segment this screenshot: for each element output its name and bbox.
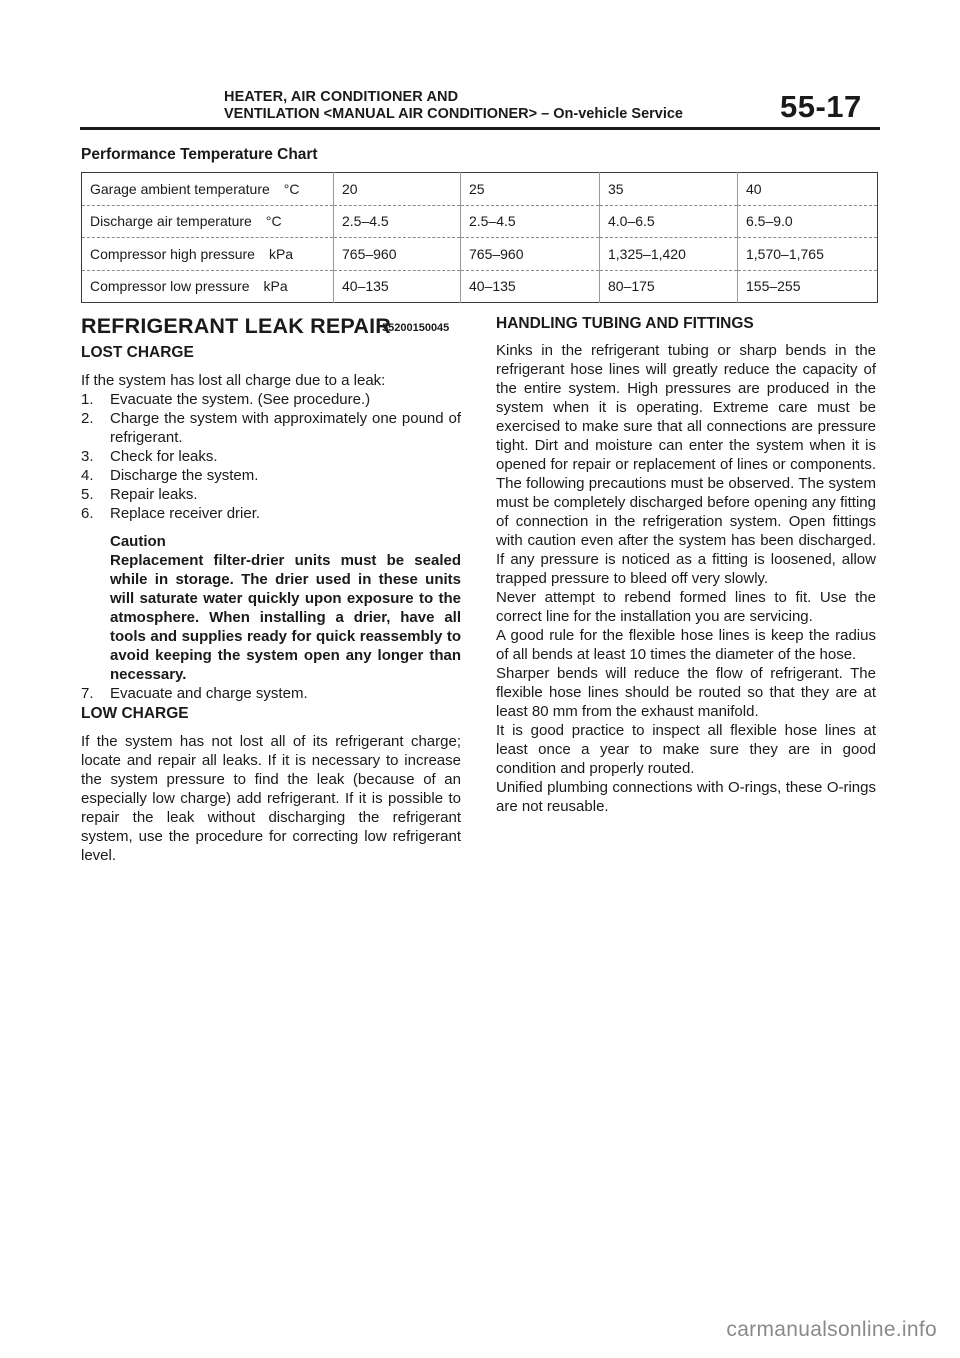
table-cell: 2.5–4.5 xyxy=(461,205,600,238)
table-cell: 80–175 xyxy=(600,270,738,303)
list-item: 5. Repair leaks. xyxy=(81,486,198,503)
table-cell: 765–960 xyxy=(334,238,461,271)
header-subsection: – On-vehicle Service xyxy=(541,106,683,122)
low-charge-section xyxy=(81,704,461,865)
table-cell: 25 xyxy=(461,173,600,206)
table-cell: 40–135 xyxy=(334,270,461,303)
caution-heading: Caution xyxy=(110,533,166,550)
lost-charge-intro: If the system has lost all charge due to a leak: xyxy=(81,372,386,389)
table-cell: 40–135 xyxy=(461,270,600,303)
watermark: carmanualsonline.info xyxy=(726,1318,937,1341)
list-item: 6. Replace receiver drier. xyxy=(81,505,261,522)
list-item: 4. Discharge the system. xyxy=(81,467,259,484)
table-row xyxy=(82,205,878,238)
table-cell: 155–255 xyxy=(738,270,878,303)
header-rule xyxy=(80,127,880,130)
section-code: 55200150045 xyxy=(382,322,450,334)
header-title-line1: HEATER, AIR CONDITIONER AND xyxy=(224,89,459,105)
performance-table xyxy=(81,172,878,303)
handling-heading: HANDLING TUBING AND FITTINGS xyxy=(496,315,754,332)
table-cell: 1,325–1,420 xyxy=(600,238,738,271)
chart-title: Performance Temperature Chart xyxy=(81,146,318,163)
list-item: 7. Evacuate and charge system. xyxy=(81,685,308,702)
table-cell: 2.5–4.5 xyxy=(334,205,461,238)
table-cell: 20 xyxy=(334,173,461,206)
section-title: REFRIGERANT LEAK REPAIR xyxy=(81,314,391,338)
low-charge-text: If the system has not lost all of its refrigerant charge; locate and repair all leaks. If it is necessary to increase the system pressure to find the leak (because of an especially low charge) add refrigerant. If it is possible to repair the leak without discharging the refrigerant system, use the procedure for correcting low refrigerant level. xyxy=(81,733,461,864)
table-row xyxy=(82,238,878,271)
header-title-line2 xyxy=(224,106,683,122)
list-item: 2. Charge the system with approximately one pound of refrigerant. xyxy=(81,410,461,446)
row-label: Garage ambient temperature °C xyxy=(82,173,334,206)
row-label: Compressor high pressure kPa xyxy=(82,238,334,271)
table-cell: 765–960 xyxy=(461,238,600,271)
lost-charge-steps xyxy=(81,390,461,523)
handling-paragraph: Kinks in the refrigerant tubing or sharp bends in the refrigerant hose lines will greatly reduce the capacity of the entire system. High pressures are produced in the system when it is operating. Extreme care must be exercised to make sure that all connections are pressure tight. Dirt and moisture can enter the system when it is opened for repair or replacement of lines or components. The following precautions must be observed. The system must be completely discharged before opening any fitting of connection in the refrigeration system. Open fittings with caution even after the system has been discharged. If any pressure is noticed as a fitting is loosened, allow trapped pressure to bleed off very slowly. xyxy=(496,342,876,587)
handling-section xyxy=(496,314,876,816)
handling-paragraph: Sharper bends will reduce the flow of refrigerant. The flexible hose lines should be routed so that they are at least 80 mm from the exhaust manifold. xyxy=(496,665,876,720)
row-label: Discharge air temperature °C xyxy=(82,205,334,238)
table-cell: 35 xyxy=(600,173,738,206)
lost-charge-heading: LOST CHARGE xyxy=(81,344,194,361)
table-row xyxy=(82,270,878,303)
header-section: VENTILATION <MANUAL AIR CONDITIONER> xyxy=(224,106,538,122)
lost-charge-step-7 xyxy=(81,684,461,703)
handling-paragraph: Never attempt to rebend formed lines to fit. Use the correct line for the installation you are servicing. xyxy=(496,589,876,625)
table-cell: 1,570–1,765 xyxy=(738,238,878,271)
low-charge-heading: LOW CHARGE xyxy=(81,705,189,722)
table-cell: 40 xyxy=(738,173,878,206)
handling-paragraph: Unified plumbing connections with O-rings, these O-rings are not reusable. xyxy=(496,779,876,815)
table-cell: 6.5–9.0 xyxy=(738,205,878,238)
list-item: 1. Evacuate the system. (See procedure.) xyxy=(81,391,371,408)
list-item: 3. Check for leaks. xyxy=(81,448,218,465)
row-label: Compressor low pressure kPa xyxy=(90,278,288,295)
page-number: 55-17 xyxy=(780,89,862,124)
handling-paragraph: It is good practice to inspect all flexible hose lines at least once a year to make sure they are in good condition and properly routed. xyxy=(496,722,876,777)
table-cell: 4.0–6.5 xyxy=(600,205,738,238)
table-row xyxy=(82,173,878,206)
handling-paragraph: A good rule for the flexible hose lines is keep the radius of all bends at least 10 times the diameter of the hose. xyxy=(496,627,876,663)
caution-text: Replacement filter-drier units must be sealed while in storage. The drier used in these units will saturate water quickly upon exposure to the atmosphere. When installing a drier, have all tools and supplies ready for quick reassembly to avoid keeping the system open any longer than necessary. xyxy=(110,552,461,683)
lost-charge-section xyxy=(81,343,461,703)
